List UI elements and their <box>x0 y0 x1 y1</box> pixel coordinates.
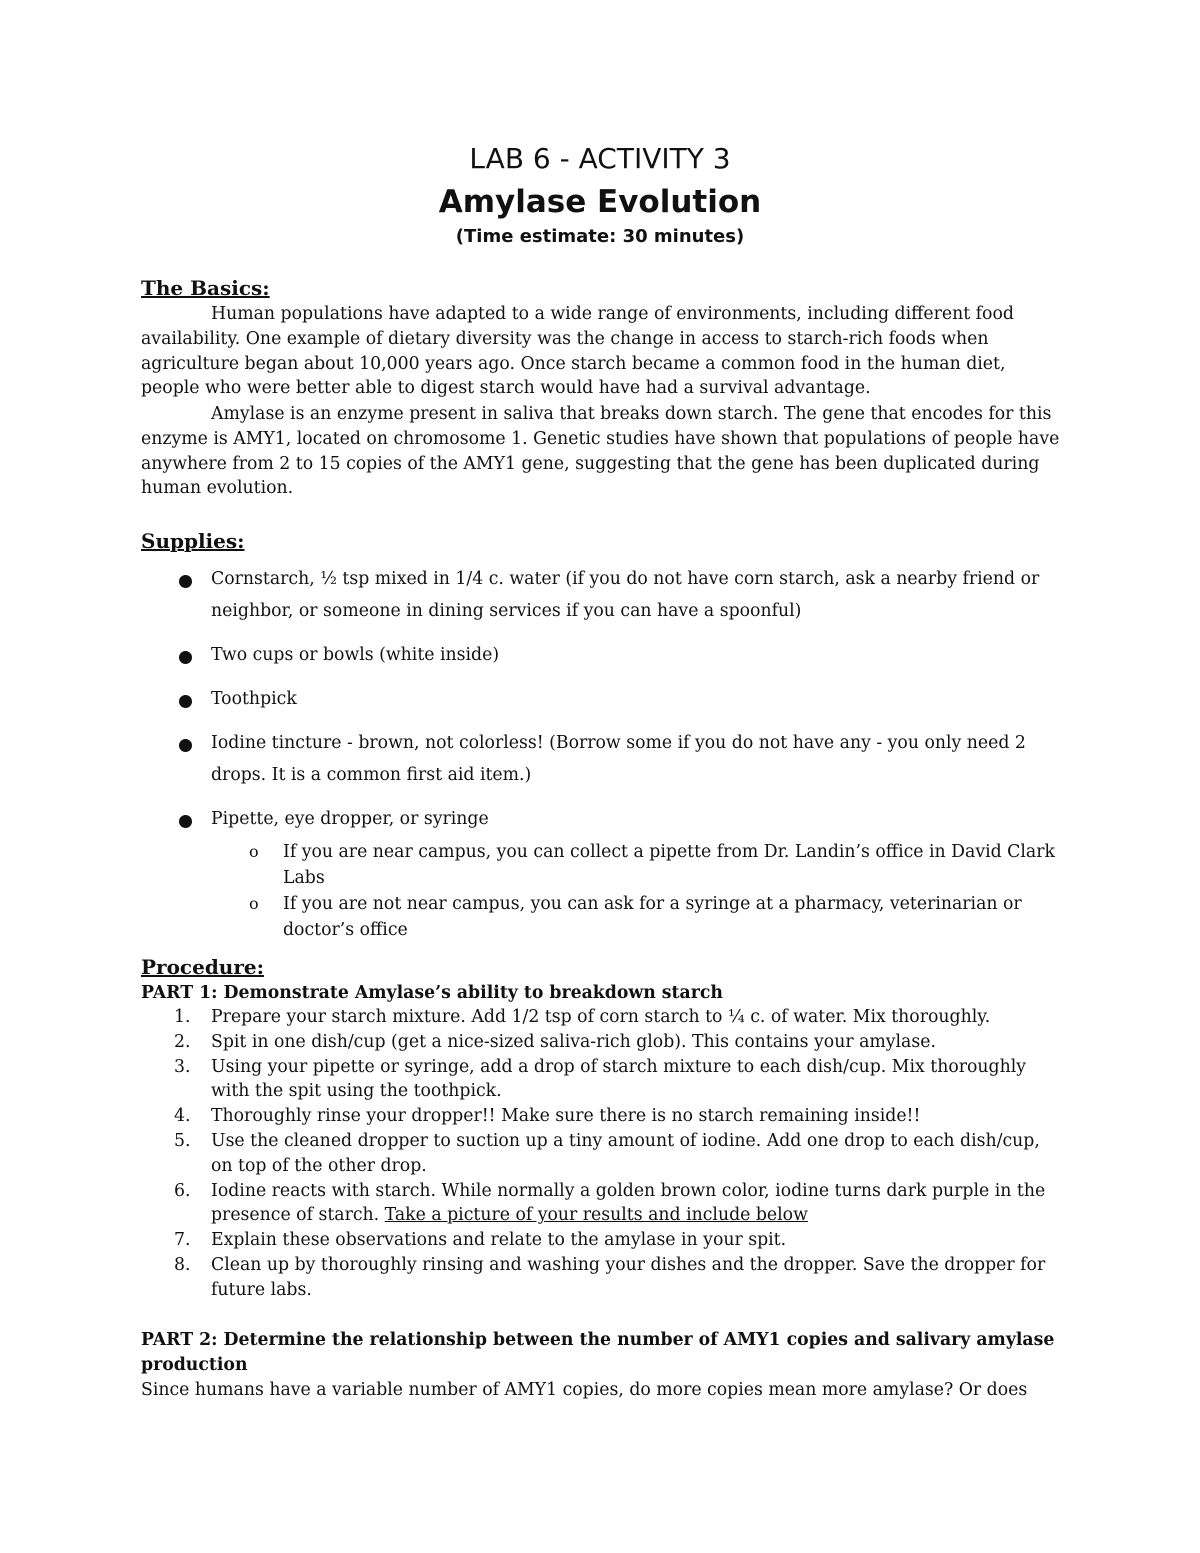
basics-paragraph-1-text: Human populations have adapted to a wide range of environments, including different food availability. One example of dietary diversity was the change in access to starch-rich foods when agriculture began about 10,000 years ago. Once starch became a common food in the human diet, people who were better able to digest starch would have had a survival advantage. <box>141 304 1014 399</box>
list-item <box>141 1030 1061 1055</box>
sub-list-item <box>211 839 1061 891</box>
part2-intro: Since humans have a variable number of AMY1 copies, do more copies mean more amylase? Or does <box>141 1380 1028 1400</box>
procedure-heading: Procedure: <box>141 955 264 979</box>
list-item <box>141 683 1061 715</box>
step-text: Clean up by thoroughly rinsing and washing your dishes and the dropper. Save the dropper for future labs. <box>211 1254 1046 1300</box>
list-item <box>141 803 1061 943</box>
step-number: 4. <box>174 1106 191 1127</box>
bullet-dot-icon <box>179 575 192 588</box>
list-item <box>141 1129 1061 1179</box>
bullet-dot-icon <box>179 695 192 708</box>
procedure-steps <box>141 1005 1061 1303</box>
list-item <box>141 639 1061 671</box>
time-estimate: (Time estimate: 30 minutes) <box>455 226 745 247</box>
supplies-list <box>141 563 1061 955</box>
step-number: 3. <box>174 1056 191 1077</box>
step-underlined-instruction: Take a picture of your results and include below <box>384 1205 808 1226</box>
step-text: Spit in one dish/cup (get a nice-sized saliva-rich glob). This contains your amylase. <box>211 1031 936 1052</box>
sub-item-text: If you are near campus, you can collect a pipette from Dr. Landin’s office in David Clark Labs <box>283 842 1055 888</box>
part1-heading: PART 1: Demonstrate Amylase’s ability to breakdown starch <box>141 983 723 1003</box>
step-text: Explain these observations and relate to the amylase in your spit. <box>211 1230 787 1251</box>
step-text: Thoroughly rinse your dropper!! Make sure there is no starch remaining inside!! <box>211 1106 921 1127</box>
list-item <box>141 727 1061 791</box>
step-number: 8. <box>174 1254 191 1275</box>
bullet-dot-icon <box>179 815 192 828</box>
step-text: Iodine reacts with starch. While normally a golden brown color, iodine turns dark purple in the presence of starch. <box>211 1180 1046 1226</box>
sub-bullet-marker: o <box>249 842 259 861</box>
basics-paragraph-2-text: Amylase is an enzyme present in saliva that breaks down starch. The gene that encodes for this enzyme is AMY1, located on chromosome 1. Genetic studies have shown that populations of people have anywhere from 2 to 15 copies of the AMY1 gene, suggesting that the gene has been duplicated during human evolution. <box>141 404 1060 499</box>
step-text: Use the cleaned dropper to suction up a tiny amount of iodine. Add one drop to each dish/cup, on top of the other drop. <box>211 1130 1040 1176</box>
basics-paragraph-2 <box>141 402 1061 501</box>
supply-item-text: Cornstarch, ½ tsp mixed in 1/4 c. water (if you do not have corn starch, ask a nearby friend or neighbor, or someone in dining services if you can have a spoonful) <box>211 569 1040 621</box>
supply-item-text: Pipette, eye dropper, or syringe <box>211 809 489 829</box>
list-item <box>141 1104 1061 1129</box>
step-number: 7. <box>174 1230 191 1251</box>
supplies-sub-list <box>211 839 1061 943</box>
part2-heading: PART 2: Determine the relationship between the number of AMY1 copies and salivary amylase production <box>141 1330 1055 1375</box>
list-item <box>141 1179 1061 1229</box>
list-item <box>141 1055 1061 1105</box>
basics-heading: The Basics: <box>141 276 270 300</box>
step-text: Prepare your starch mixture. Add 1/2 tsp of corn starch to ¼ c. of water. Mix thoroughly. <box>211 1007 991 1027</box>
list-item <box>141 1253 1061 1303</box>
basics-paragraph-1 <box>141 302 1061 401</box>
step-number: 2. <box>174 1031 191 1052</box>
list-item <box>141 1005 1061 1030</box>
step-text: Using your pipette or syringe, add a drop of starch mixture to each dish/cup. Mix thoroughly with the spit using the toothpick. <box>211 1056 1027 1102</box>
step-number: 5. <box>174 1130 191 1151</box>
bullet-dot-icon <box>179 651 192 664</box>
list-item <box>141 563 1061 627</box>
page-title: Amylase Evolution <box>438 184 762 220</box>
supplies-heading: Supplies: <box>141 529 245 553</box>
list-item <box>141 1228 1061 1253</box>
supply-item-text: Iodine tincture - brown, not colorless! (Borrow some if you do not have any - you only need 2 drops. It is a common first aid item.) <box>211 733 1026 785</box>
sub-item-text: If you are not near campus, you can ask for a syringe at a pharmacy, veterinarian or doctor’s office <box>283 894 1022 940</box>
bullet-dot-icon <box>179 739 192 752</box>
lab-activity-label: LAB 6 - ACTIVITY 3 <box>469 142 731 175</box>
step-number: 6. <box>174 1180 191 1201</box>
sub-bullet-marker: o <box>249 894 259 913</box>
supply-item-text: Two cups or bowls (white inside) <box>211 645 500 665</box>
sub-list-item <box>211 891 1061 943</box>
supply-item-text: Toothpick <box>211 689 297 709</box>
step-number: 1. <box>174 1007 191 1027</box>
